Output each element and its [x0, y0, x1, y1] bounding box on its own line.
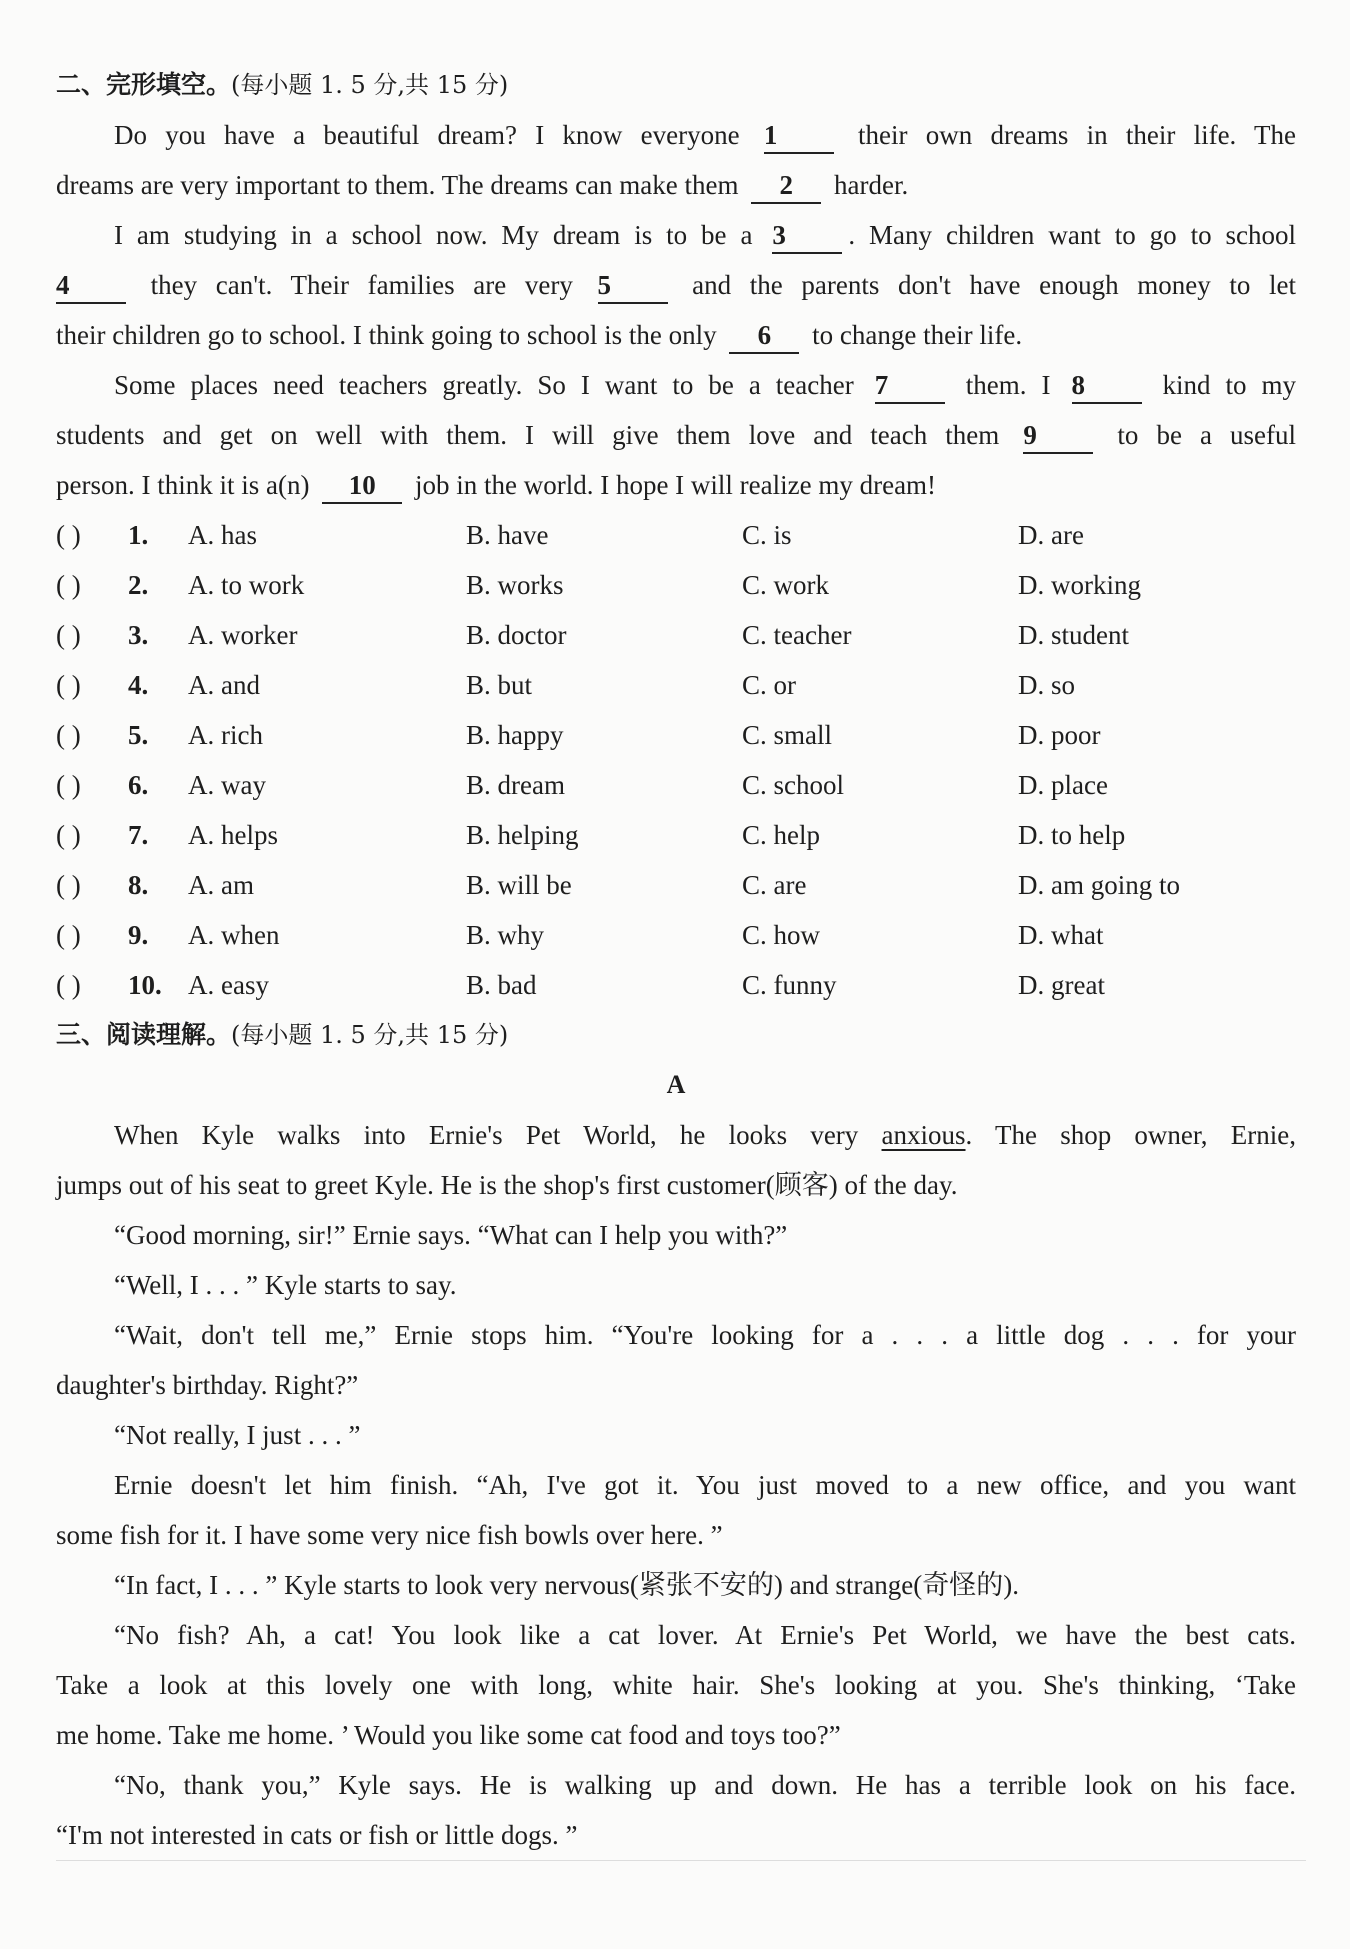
section3-note: (每小题 1. 5 分,共 15 分)	[231, 1021, 509, 1049]
cloze-line: 4 they can't. Their families are very 5 and the parents don't have enough money to let	[56, 260, 1296, 310]
blank-1[interactable]: 1	[764, 118, 834, 154]
blank-2[interactable]: 2	[751, 168, 821, 204]
question-number: 2.	[128, 570, 149, 600]
passage-line: “I'm not interested in cats or fish or little dogs. ”	[56, 1820, 578, 1850]
answer-paren[interactable]: ( )	[56, 570, 81, 600]
blank-8[interactable]: 8	[1072, 368, 1142, 404]
option-a[interactable]: A. am	[188, 870, 254, 900]
option-c[interactable]: C. are	[742, 870, 807, 900]
option-d[interactable]: D. so	[1018, 670, 1076, 700]
page-bottom-rule	[56, 1860, 1306, 1861]
option-a[interactable]: A. to work	[188, 570, 305, 600]
question-row	[56, 910, 1296, 960]
question-row	[56, 960, 1296, 1010]
question-row	[56, 710, 1296, 760]
answer-paren[interactable]: ( )	[56, 520, 81, 550]
option-c[interactable]: C. is	[742, 520, 792, 550]
passage-line: jumps out of his seat to greet Kyle. He is the shop's first customer(顾客) of the day.	[56, 1170, 958, 1200]
passage-line: me home. Take me home. ’ Would you like some cat food and toys too?”	[56, 1720, 841, 1750]
answer-paren[interactable]: ( )	[56, 670, 81, 700]
option-c[interactable]: C. how	[742, 920, 821, 950]
option-c[interactable]: C. work	[742, 570, 829, 600]
option-c[interactable]: C. teacher	[742, 620, 852, 650]
cloze-line: their children go to school. I think going to school is the only 6 to change their life.	[56, 310, 1296, 360]
option-a[interactable]: A. and	[188, 670, 260, 700]
passage-line: “Wait, don't tell me,” Ernie stops him. “You're looking for a . . . a little dog . . . for your	[114, 1320, 1296, 1350]
blank-3[interactable]: 3	[772, 218, 842, 254]
option-a[interactable]: A. rich	[188, 720, 263, 750]
answer-paren[interactable]: ( )	[56, 620, 81, 650]
passage-line: “Good morning, sir!” Ernie says. “What can I help you with?”	[114, 1220, 788, 1250]
option-a[interactable]: A. has	[188, 520, 257, 550]
answer-paren[interactable]: ( )	[56, 970, 81, 1000]
answer-paren[interactable]: ( )	[56, 770, 81, 800]
blank-4[interactable]: 4	[56, 268, 126, 304]
question-row	[56, 560, 1296, 610]
question-row	[56, 860, 1296, 910]
blank-10[interactable]: 10	[322, 468, 402, 504]
option-c[interactable]: C. or	[742, 670, 796, 700]
section2-heading	[56, 60, 1296, 110]
question-row	[56, 760, 1296, 810]
option-b[interactable]: B. will be	[466, 870, 572, 900]
cloze-line: students and get on well with them. I will give them love and teach them 9 to be a useful	[56, 410, 1296, 460]
option-a[interactable]: A. when	[188, 920, 280, 950]
passage-line: Take a look at this lovely one with long, white hair. She's looking at you. She's thinking, ‘Take	[56, 1670, 1296, 1700]
cloze-line: dreams are very important to them. The dreams can make them 2 harder.	[56, 160, 1296, 210]
option-d[interactable]: D. place	[1018, 770, 1108, 800]
option-d[interactable]: D. are	[1018, 520, 1084, 550]
question-number: 9.	[128, 920, 149, 950]
option-b[interactable]: B. bad	[466, 970, 537, 1000]
option-b[interactable]: B. works	[466, 570, 564, 600]
option-c[interactable]: C. school	[742, 770, 845, 800]
cloze-line: I am studying in a school now. My dream is to be a 3 . Many children want to go to school	[114, 210, 1296, 260]
passage-label: A	[666, 1070, 686, 1099]
cloze-line: Do you have a beautiful dream? I know everyone 1 their own dreams in their life. The	[114, 110, 1296, 160]
passage-line: daughter's birthday. Right?”	[56, 1370, 359, 1400]
option-c[interactable]: C. funny	[742, 970, 837, 1000]
option-d[interactable]: D. poor	[1018, 720, 1101, 750]
passage-line: “No fish? Ah, a cat! You look like a cat lover. At Ernie's Pet World, we have the best cats.	[114, 1620, 1296, 1650]
option-c[interactable]: C. small	[742, 720, 833, 750]
cloze-line: Some places need teachers greatly. So I want to be a teacher 7 them. I 8 kind to my	[114, 360, 1296, 410]
question-number: 6.	[128, 770, 149, 800]
option-b[interactable]: B. have	[466, 520, 549, 550]
section3-title: 三、阅读理解。	[56, 1020, 232, 1049]
question-number: 4.	[128, 670, 149, 700]
question-row	[56, 810, 1296, 860]
answer-paren[interactable]: ( )	[56, 870, 81, 900]
answer-paren[interactable]: ( )	[56, 820, 81, 850]
option-d[interactable]: D. working	[1018, 570, 1141, 600]
cloze-line: person. I think it is a(n) 10 job in the world. I hope I will realize my dream!	[56, 460, 1296, 510]
option-b[interactable]: B. but	[466, 670, 533, 700]
section2-title: 二、完形填空。	[56, 70, 232, 99]
question-number: 8.	[128, 870, 149, 900]
option-b[interactable]: B. helping	[466, 820, 579, 850]
option-b[interactable]: B. dream	[466, 770, 565, 800]
question-row	[56, 610, 1296, 660]
option-d[interactable]: D. to help	[1018, 820, 1126, 850]
blank-6[interactable]: 6	[729, 318, 799, 354]
question-row	[56, 510, 1296, 560]
option-d[interactable]: D. am going to	[1018, 870, 1180, 900]
passage-line: “No, thank you,” Kyle says. He is walking up and down. He has a terrible look on his face.	[114, 1770, 1296, 1800]
section3-heading	[56, 1010, 1296, 1060]
passage-line: When Kyle walks into Ernie's Pet World, he looks very anxious. The shop owner, Ernie,	[114, 1120, 1296, 1150]
passage-line: “Not really, I just . . . ”	[114, 1420, 361, 1450]
question-number: 1.	[128, 520, 149, 550]
question-number: 10.	[128, 970, 162, 1000]
option-a[interactable]: A. way	[188, 770, 266, 800]
option-a[interactable]: A. helps	[188, 820, 278, 850]
option-b[interactable]: B. happy	[466, 720, 564, 750]
blank-9[interactable]: 9	[1023, 418, 1093, 454]
option-a[interactable]: A. easy	[188, 970, 269, 1000]
passage-line: some fish for it. I have some very nice fish bowls over here. ”	[56, 1520, 723, 1550]
option-b[interactable]: B. why	[466, 920, 545, 950]
option-d[interactable]: D. great	[1018, 970, 1105, 1000]
section2-note: (每小题 1. 5 分,共 15 分)	[231, 71, 509, 99]
option-b[interactable]: B. doctor	[466, 620, 567, 650]
option-d[interactable]: D. student	[1018, 620, 1129, 650]
passage-line: “Well, I . . . ” Kyle starts to say.	[114, 1270, 457, 1300]
option-d[interactable]: D. what	[1018, 920, 1104, 950]
option-c[interactable]: C. help	[742, 820, 820, 850]
question-number: 5.	[128, 720, 149, 750]
underlined-word: anxious	[881, 1120, 966, 1150]
blank-7[interactable]: 7	[875, 368, 945, 404]
answer-paren[interactable]: ( )	[56, 920, 81, 950]
question-number: 7.	[128, 820, 149, 850]
question-row	[56, 660, 1296, 710]
question-number: 3.	[128, 620, 149, 650]
passage-line: Ernie doesn't let him finish. “Ah, I've got it. You just moved to a new office, and you want	[114, 1470, 1296, 1500]
answer-paren[interactable]: ( )	[56, 720, 81, 750]
option-a[interactable]: A. worker	[188, 620, 298, 650]
passage-line: “In fact, I . . . ” Kyle starts to look very nervous(紧张不安的) and strange(奇怪的).	[114, 1570, 1020, 1600]
blank-5[interactable]: 5	[598, 268, 668, 304]
